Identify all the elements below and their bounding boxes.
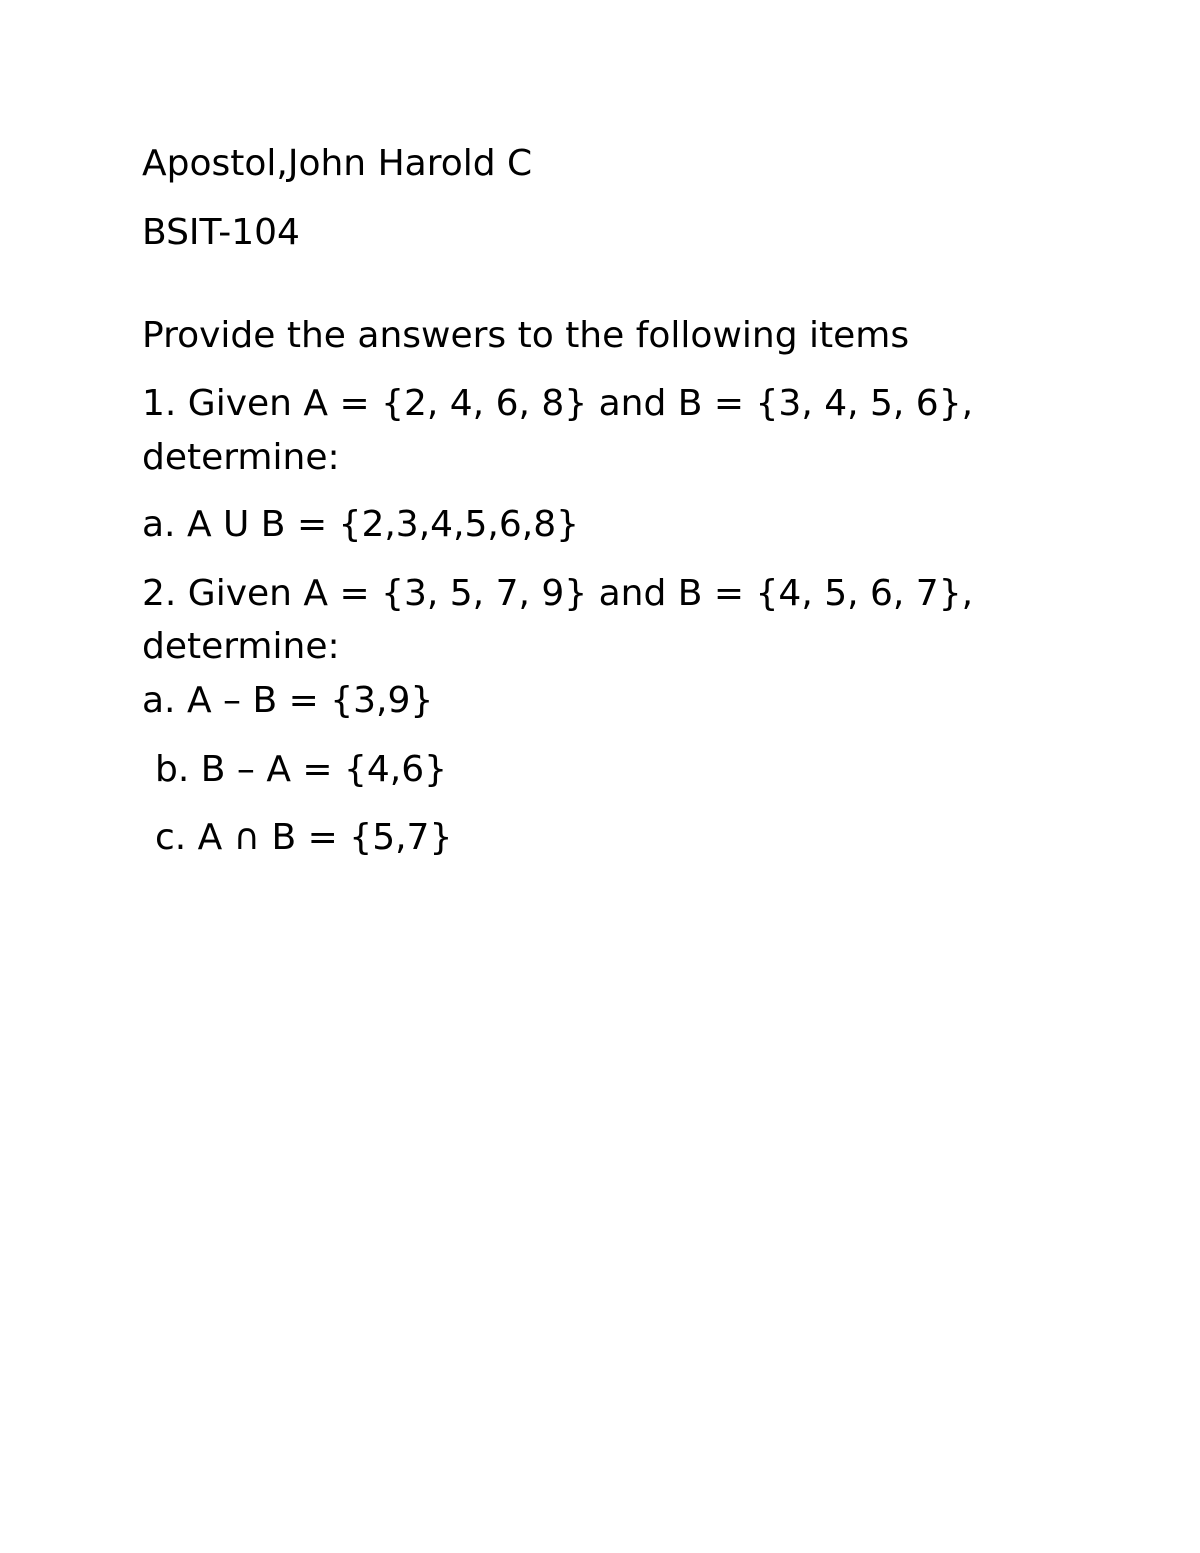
student-name: Apostol,John Harold C — [142, 143, 533, 184]
question-1-line-2: determine: — [142, 437, 340, 478]
question-1-line-1: 1. Given A = {2, 4, 6, 8} and B = {3, 4, 5, 6}, — [142, 383, 974, 424]
answer-1a: a. A U B = {2,3,4,5,6,8} — [142, 504, 580, 545]
answer-2c: c. A ∩ B = {5,7} — [155, 817, 453, 858]
student-section: BSIT-104 — [142, 212, 300, 253]
question-2-line-2: determine: — [142, 626, 340, 667]
answer-2a: a. A – B = {3,9} — [142, 680, 434, 721]
instructions: Provide the answers to the following items — [142, 315, 910, 356]
question-2-line-1: 2. Given A = {3, 5, 7, 9} and B = {4, 5, 6, 7}, — [142, 573, 974, 614]
answer-2b: b. B – A = {4,6} — [155, 749, 448, 790]
